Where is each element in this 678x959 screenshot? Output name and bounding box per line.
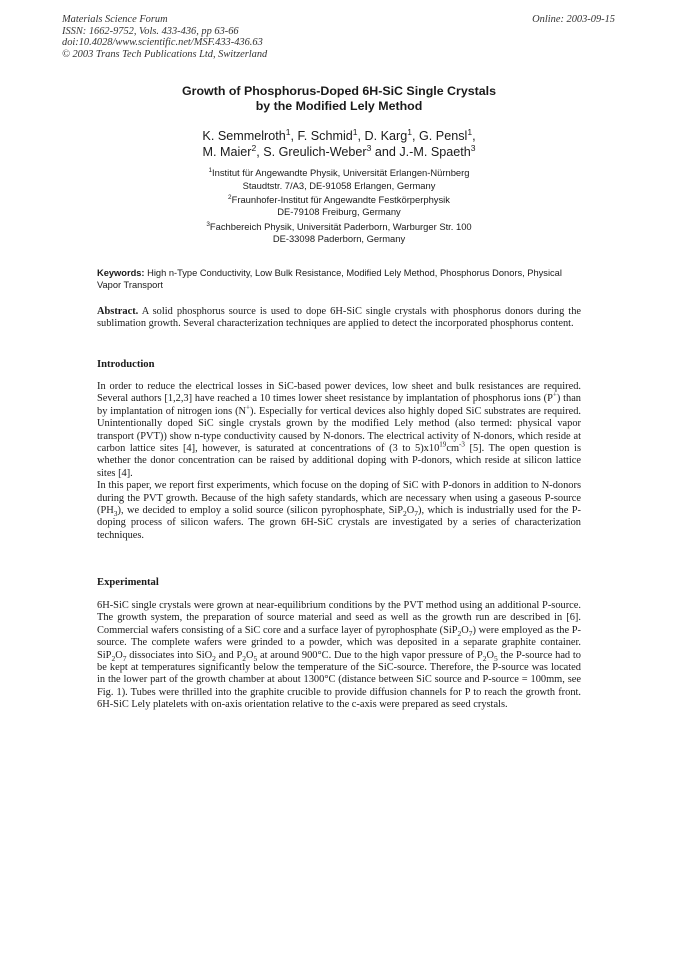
keywords-block xyxy=(97,267,567,291)
author-name: D. Karg xyxy=(364,129,408,143)
affiliation-address: DE-79108 Freiburg, Germany xyxy=(277,206,401,218)
text-run: In this paper, we report first experiments, which focuse on the doping of SiC with P-donors in addition to N-donors during the PVT growth. Because of the high safety standards, which are necessary when using a gaseous P-source (PH xyxy=(97,480,581,517)
text-run: O xyxy=(115,649,123,661)
author-line-2: M. Maier$^2$, S. Greulich-Weber$^3$ and J.-M. Spaeth$^3$ xyxy=(202,142,476,159)
text-run: O xyxy=(486,649,494,661)
paper-title xyxy=(90,84,588,114)
copyright-line: © 2003 Trans Tech Publications Ltd, Switzerland xyxy=(62,48,268,60)
author-name: M. Maier xyxy=(202,145,252,159)
section-heading-experimental: Experimental xyxy=(97,577,159,588)
text-run: dissociates into SiO xyxy=(126,649,213,661)
subscript: 2 xyxy=(403,509,407,519)
affiliation-2 xyxy=(90,194,588,219)
subscript: 2 xyxy=(242,653,246,663)
text-run: ). Especially for vertical devices also highly doped SiC substrates are required. Unintentionally doped SiC single crystals grown by the modified Lely method (also termed: physical vapor transport (PVT)) show n-type conductivity caused by N-donors. The electrical activity of N-donors, which reside at carbon lattice sites [4], however, is saturated at concentrations of (3 to 5)x10 xyxy=(97,405,581,455)
affiliation-address: DE-33098 Paderborn, Germany xyxy=(272,233,406,245)
text-run: [5]. The open question is whether the donor concentration can be raised by additional doping with P-donors, which reside at silicon lattice sites [4]. xyxy=(97,443,581,479)
abstract-label: Abstract. xyxy=(97,306,139,317)
superscript: 19 xyxy=(439,440,447,449)
affiliation-list xyxy=(90,167,588,247)
text-run: and P xyxy=(215,649,243,661)
author-affil-marker: 1 xyxy=(407,126,413,137)
author-name: J.-M. Spaeth xyxy=(399,145,471,159)
superscript: + xyxy=(552,390,557,399)
author-name: F. Schmid xyxy=(297,129,353,143)
author-conjunction: and xyxy=(374,145,396,159)
author-list xyxy=(90,128,588,160)
text-run: O xyxy=(406,505,415,517)
affiliation-line xyxy=(90,194,588,207)
subscript: 7 xyxy=(414,509,419,519)
affiliation-address: Staudtstr. 7/A3, DE-91058 Erlangen, Germany xyxy=(242,179,436,191)
text-run: ), we decided to employ a solid source (silicon pyrophosphate, SiP xyxy=(117,505,404,517)
affiliation-institute: Fraunhofer-Institut für Angewandte Festkörperphysik xyxy=(231,193,450,205)
text-run: O xyxy=(245,649,254,661)
subscript: 7 xyxy=(122,653,127,663)
author-name: S. Greulich-Weber xyxy=(263,145,367,159)
affiliation-institute: Institut für Angewandte Physik, Universität Erlangen-Nürnberg xyxy=(212,167,470,178)
text-run: ) were employed as the P-source. The complete wafers were grinded to a powder, which was deposited in a separate graphite container. SiP xyxy=(97,624,581,661)
introduction-body xyxy=(97,381,581,542)
text-run: the P-source had to be kept at temperatures significantly below the temperature of the SiC-source. Therefore, the P-source was located in the lower part of the growth chamber at about 1300°C (distance between SiC source and P-source = 100mm, see Fig. 1). Tubes were thrilled into the graphite crucible to provide diffusion channels for P to reach the growth front. 6H-SiC Lely platelets with on-axis orientation relative to the c-axis were prepared as seed crystals. xyxy=(97,649,581,711)
title-line-1: Growth of Phosphorus-Doped 6H-SiC Single Crystals xyxy=(182,84,496,98)
affiliation-line xyxy=(90,167,588,180)
subscript: 2 xyxy=(212,653,216,663)
abstract-block xyxy=(97,306,581,331)
text-run: at around 900°C. Due to the high vapor pressure of P xyxy=(257,649,483,661)
keywords-text: High n-Type Conductivity, Low Bulk Resistance, Modified Lely Method, Phosphorus Donors, Physical Vapor Transport xyxy=(97,268,562,291)
affiliation-1 xyxy=(90,167,588,192)
subscript: 2 xyxy=(482,653,487,663)
keywords-label: Keywords: xyxy=(97,268,145,278)
author-name: G. Pensl xyxy=(419,129,468,143)
affiliation-3 xyxy=(90,221,588,246)
text-run: cm xyxy=(446,443,460,455)
experimental-paragraph xyxy=(97,600,581,712)
doi-link[interactable]: doi:10.4028/www.scientific.net/MSF.433-436.63 xyxy=(62,37,263,49)
online-date: Online: 2003-09-15 xyxy=(532,14,615,25)
subscript: 5 xyxy=(253,653,258,663)
author-affil-marker: 1 xyxy=(467,126,473,137)
author-name: K. Semmelroth xyxy=(202,129,286,143)
text-run: 6H-SiC single crystals were grown at near-equilibrium conditions by the PVT method using an additional P-source. The growth system, the preparation of source material and seed as well as the growth run are described in [6]. Commercial wafers consisting of a SiC core and a surface layer of pyrophosphate (SiP xyxy=(97,600,581,636)
experimental-body xyxy=(97,600,581,712)
subscript: 2 xyxy=(111,653,116,663)
author-affil-marker: 1 xyxy=(285,126,291,137)
affiliation-line xyxy=(90,221,588,234)
subscript: 5 xyxy=(493,653,498,663)
author-affil-marker: 1 xyxy=(352,126,358,137)
author-affil-marker: 2 xyxy=(251,142,257,153)
affiliation-number: 3 xyxy=(206,220,210,228)
author-affil-marker: 3 xyxy=(470,142,476,153)
affiliation-number: 1 xyxy=(208,166,213,174)
superscript: -3 xyxy=(459,440,465,449)
text-run: In order to reduce the electrical losses in SiC-based power devices, low sheet and bulk resistances are required. Several authors [1,2,3] have reached a 10 times lower sheet resistance by implantation of phosphorus ions (P xyxy=(97,381,581,405)
journal-header xyxy=(62,14,267,60)
title-line-2: by the Modified Lely Method xyxy=(255,99,423,113)
superscript: + xyxy=(246,403,251,412)
subscript: 7 xyxy=(468,628,473,638)
subscript: 2 xyxy=(457,628,462,638)
affiliation-institute: Fachbereich Physik, Universität Paderborn, Warburger Str. 100 xyxy=(209,220,472,232)
introduction-paragraph-1 xyxy=(97,381,581,480)
abstract-text: A solid phosphorus source is used to dope 6H-SiC single crystals with phosphorus donors during the sublimation growth. Several characterization techniques are applied to detect the incorporated phosphorus content. xyxy=(97,306,581,330)
affiliation-number: 2 xyxy=(228,193,232,201)
introduction-paragraph-2 xyxy=(97,480,581,542)
text-run: ), which is industrially used for the P-doping process of silicon wafers. The grown 6H-SiC crystals are investigated by a series of characterization techniques. xyxy=(97,505,581,541)
subscript: 3 xyxy=(113,509,118,519)
text-run: ) than by implantation of nitrogen ions (N xyxy=(97,393,582,417)
text-run: O xyxy=(461,624,469,636)
section-heading-introduction: Introduction xyxy=(97,359,155,370)
journal-name: Materials Science Forum xyxy=(62,14,168,25)
author-affil-marker: 3 xyxy=(366,142,372,153)
issn-line: ISSN: 1662-9752, Vols. 433-436, pp 63-66 xyxy=(62,25,239,37)
author-line-1: K. Semmelroth$^1$, F. Schmid$^1$, D. Karg$^1$, G. Pensl$^1$, xyxy=(202,126,476,143)
